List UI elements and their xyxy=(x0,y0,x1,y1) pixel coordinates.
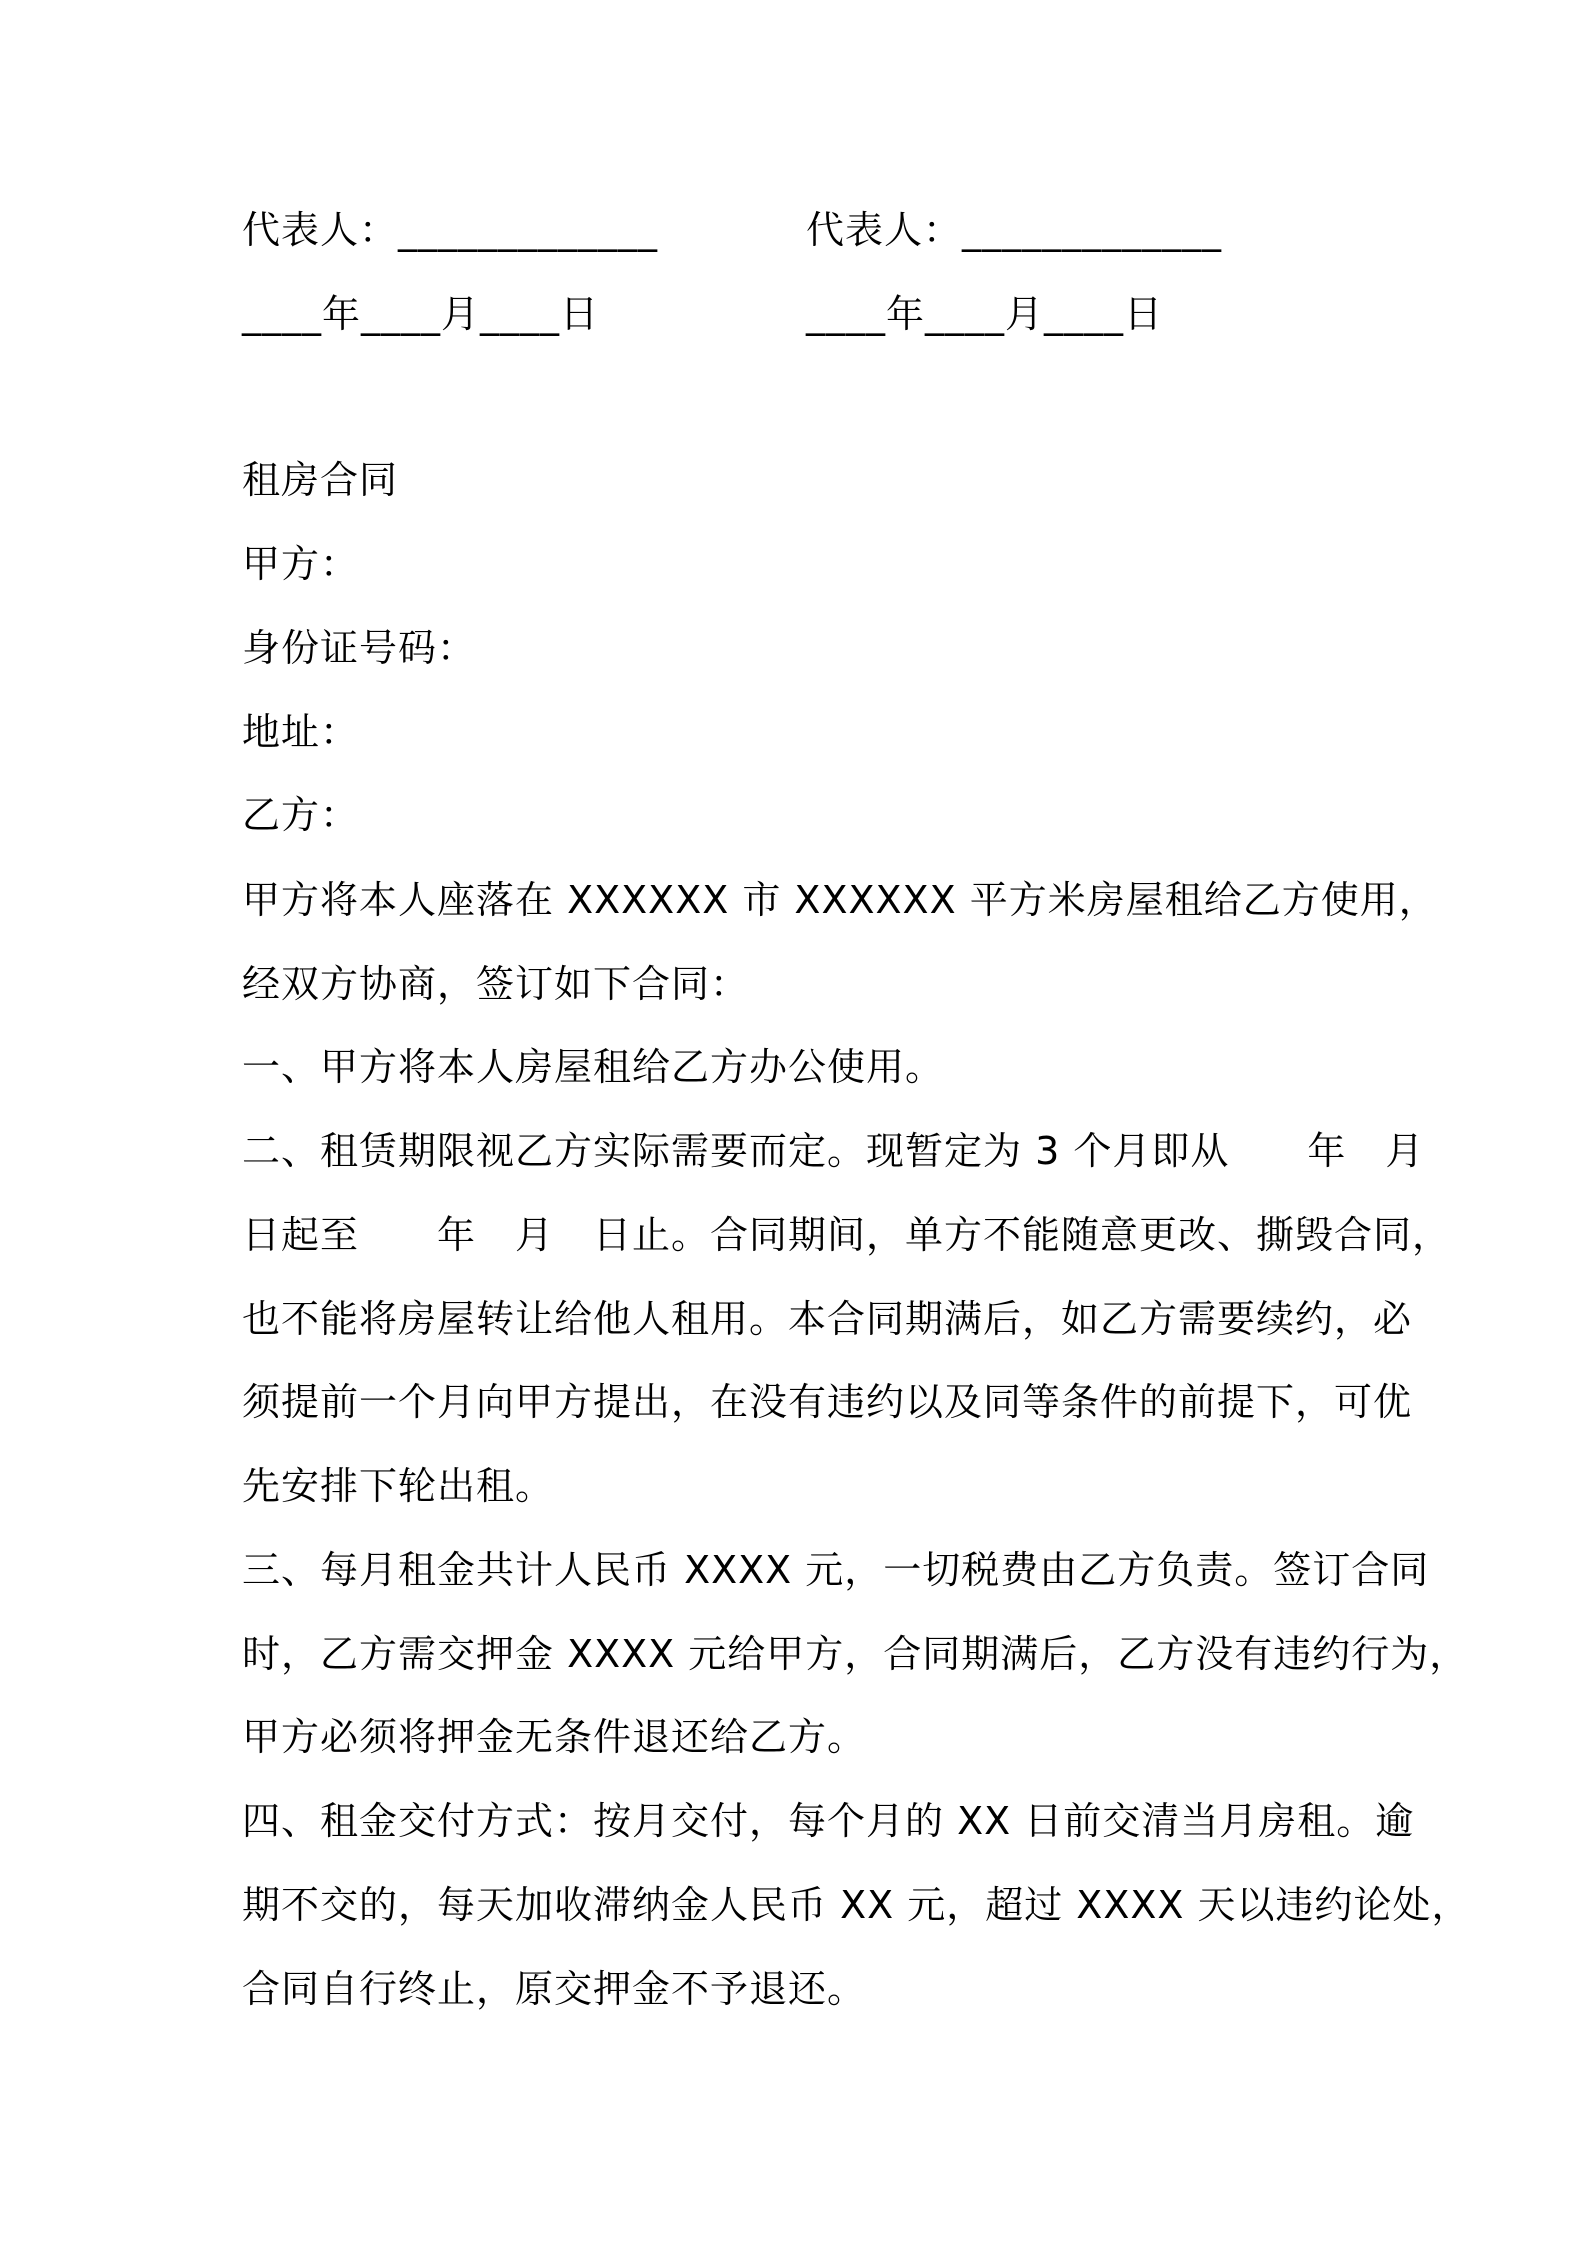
paragraph-line: 时，乙方需交押金 XXXX 元给甲方，合同期满后，乙方没有违约行为， xyxy=(242,1632,1469,1676)
party-a-label: 甲方： xyxy=(242,542,360,586)
paragraph-line: 二、租赁期限视乙方实际需要而定。现暂定为 3 个月即从 年 月 xyxy=(242,1129,1425,1173)
paragraph-line: 甲方将本人座落在 XXXXXX 市 XXXXXX 平方米房屋租给乙方使用， xyxy=(242,878,1438,922)
paragraph-line: 先安排下轮出租。 xyxy=(242,1464,555,1508)
paragraph-line: 经双方协商，签订如下合同： xyxy=(242,962,750,1006)
paragraph-line: 三、每月租金共计人民币 XXXX 元，一切税费由乙方负责。签订合同 xyxy=(242,1548,1430,1592)
paragraph-line: 甲方必须将押金无条件退还给乙方。 xyxy=(242,1715,867,1759)
party-b-label: 乙方： xyxy=(242,793,360,837)
representative-line-left: 代表人：_____________ xyxy=(242,208,659,252)
id-number-label: 身份证号码： xyxy=(242,626,477,670)
representative-line-right: 代表人：_____________ xyxy=(806,208,1223,252)
address-label: 地址： xyxy=(242,710,360,754)
paragraph-line: 也不能将房屋转让给他人租用。本合同期满后，如乙方需要续约，必 xyxy=(242,1297,1413,1341)
paragraph-line: 四、租金交付方式：按月交付，每个月的 XX 日前交清当月房租。逾 xyxy=(242,1799,1415,1843)
date-line-left: ____年____月____日 xyxy=(242,292,600,336)
document-title: 租房合同 xyxy=(242,458,399,502)
paragraph-line: 期不交的，每天加收滞纳金人民币 XX 元，超过 XXXX 天以违约论处， xyxy=(242,1883,1471,1927)
date-line-right: ____年____月____日 xyxy=(806,292,1164,336)
paragraph-line: 须提前一个月向甲方提出，在没有违约以及同等条件的前提下，可优 xyxy=(242,1380,1413,1424)
paragraph-line: 合同自行终止，原交押金不予退还。 xyxy=(242,1967,867,2011)
paragraph-line: 日起至 年 月 日止。合同期间，单方不能随意更改、撕毁合同， xyxy=(242,1213,1452,1257)
paragraph-line: 一、甲方将本人房屋租给乙方办公使用。 xyxy=(242,1045,945,1089)
